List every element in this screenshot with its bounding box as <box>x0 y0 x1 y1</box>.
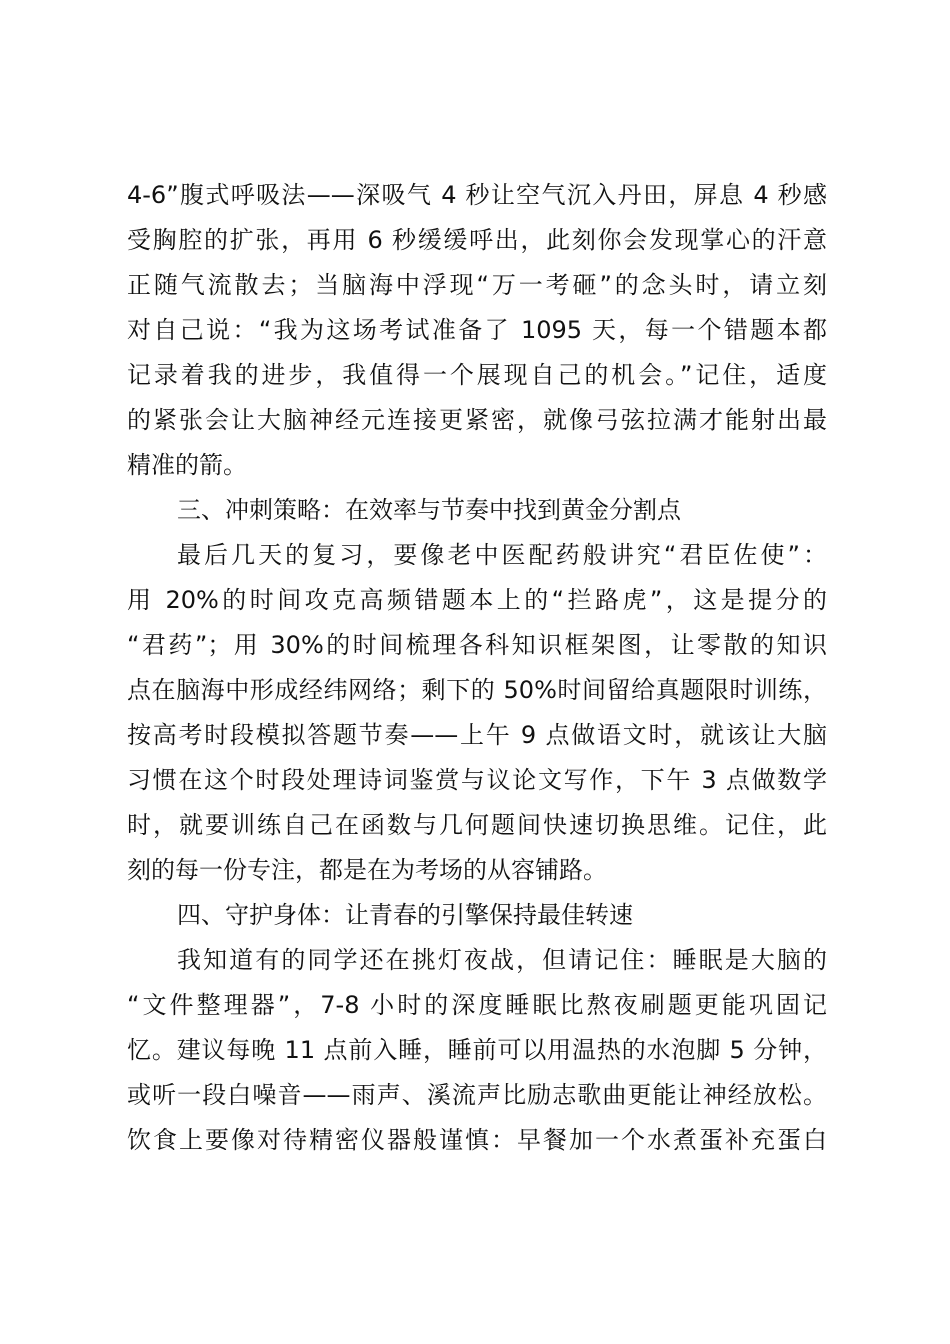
body-line: “君药”；用 30%的时间梳理各科知识框架图，让零散的知识 <box>127 631 827 659</box>
body-line: 习惯在这个时段处理诗词鉴赏与议论文写作，下午 3 点做数学 <box>127 766 827 794</box>
body-line: 或听一段白噪音——雨声、溪流声比励志歌曲更能让神经放松。 <box>127 1081 827 1109</box>
body-line: “文件整理器”，7-8 小时的深度睡眠比熬夜刷题更能巩固记 <box>127 991 827 1019</box>
section-heading: 四、守护身体：让青春的引擎保持最佳转速 <box>177 901 633 929</box>
body-line: 按高考时段模拟答题节奏——上午 9 点做语文时，就该让大脑 <box>127 721 827 749</box>
body-line: 对自己说：“我为这场考试准备了 1095 天，每一个错题本都 <box>127 316 827 344</box>
body-line: 点在脑海中形成经纬网络；剩下的 50%时间留给真题限时训练， <box>127 676 827 704</box>
body-line: 时，就要训练自己在函数与几何题间快速切换思维。记住，此 <box>127 811 827 839</box>
body-line: 忆。建议每晚 11 点前入睡，睡前可以用温热的水泡脚 5 分钟， <box>127 1036 827 1064</box>
body-line: 的紧张会让大脑神经元连接更紧密，就像弓弦拉满才能射出最 <box>127 406 827 434</box>
body-line: 记录着我的进步，我值得一个展现自己的机会。”记住，适度 <box>127 361 827 389</box>
body-line: 饮食上要像对待精密仪器般谨慎：早餐加一个水煮蛋补充蛋白 <box>127 1126 827 1154</box>
body-line: 受胸腔的扩张，再用 6 秒缓缓呼出，此刻你会发现掌心的汗意 <box>127 226 827 254</box>
body-line: 4-6”腹式呼吸法——深吸气 4 秒让空气沉入丹田，屏息 4 秒感 <box>127 181 827 209</box>
section-heading: 三、冲刺策略：在效率与节奏中找到黄金分割点 <box>177 496 681 524</box>
body-line: 最后几天的复习，要像老中医配药般讲究“君臣佐使”： <box>177 541 827 569</box>
body-line: 刻的每一份专注，都是在为考场的从容铺路。 <box>127 856 607 884</box>
body-line: 正随气流散去；当脑海中浮现“万一考砸”的念头时，请立刻 <box>127 271 827 299</box>
body-line: 我知道有的同学还在挑灯夜战，但请记住：睡眠是大脑的 <box>177 946 827 974</box>
body-line: 精准的箭。 <box>127 451 247 479</box>
body-line: 用 20%的时间攻克高频错题本上的“拦路虎”，这是提分的 <box>127 586 827 614</box>
